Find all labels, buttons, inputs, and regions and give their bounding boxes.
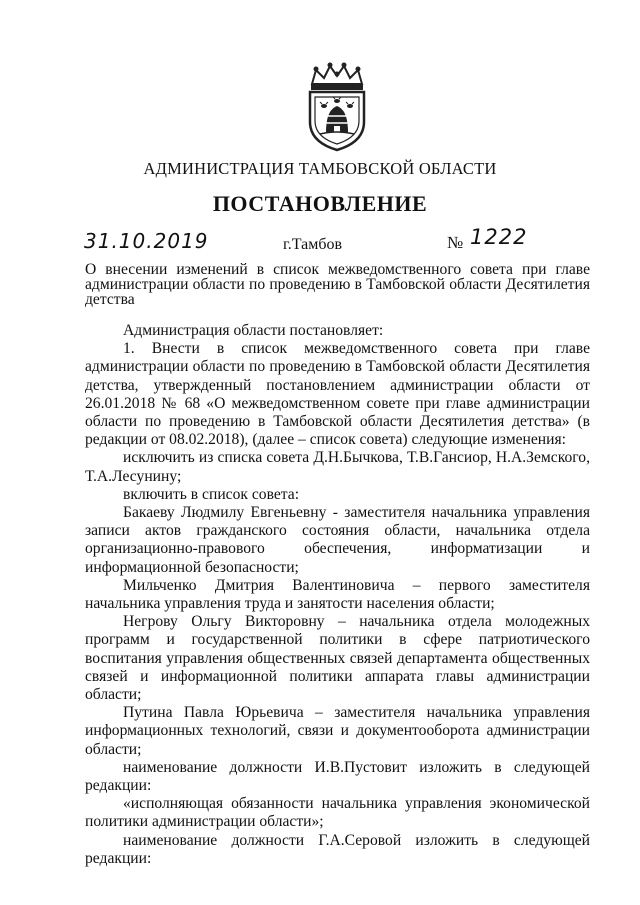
- body-paragraph: Бакаеву Людмилу Евгеньевну - заместителя начальника управления записи актов гражданского состояния области, начальника отдела организационно-правового обеспечения, информатизации и информационной безопасности;: [85, 504, 590, 576]
- body-paragraph: исключить из списка совета Д.Н.Бычкова, Т.В.Гансиор, Н.А.Земского, Т.А.Лесунину;: [85, 449, 590, 485]
- body-paragraph: Негрову Ольгу Викторовну – начальника отдела молодежных программ и государственной политики в сфере патриотического воспитания управления общественных связей департамента общественных связей и информационной политики аппарата главы администрации области;: [85, 613, 590, 704]
- body-paragraph: Мильченко Дмитрия Валентиновича – первого заместителя начальника управления труда и занятости населения области;: [85, 576, 590, 613]
- document-place: г.Тамбов: [283, 236, 343, 253]
- tambov-coat-of-arms-icon: [296, 60, 378, 152]
- body-paragraph: 1. Внести в список межведомственного совета при главе администрации области по проведению в Тамбовской области Десятилетия детства, утвержденный постановлением администрации области от 26.01.2018 № 68 «О межведомственном совете при главе администрации области по проведению в Тамбовской области Десятилетия детства» (в редакции от 08.02.2018), (далее – список совета) следующие изменения:: [85, 340, 590, 449]
- body-paragraph: Администрация области постановляет:: [123, 322, 384, 339]
- document-number-sign: №: [447, 233, 464, 252]
- body-paragraph: наименование должности И.В.Пустовит изложить в следующей редакции:: [85, 758, 590, 795]
- document-subject: О внесении изменений в список межведомственного совета при главе администрации области по проведению в Тамбовской области Десятилетия детства: [85, 261, 590, 308]
- body-paragraph: наименование должности Г.А.Серовой изложить в следующей редакции:: [85, 831, 590, 867]
- body-paragraph: «исполняющая обязанности начальника управления экономической политики администрации области»;: [85, 795, 590, 831]
- document-date: 31.10.2019: [84, 229, 209, 253]
- document-number: 1222: [470, 225, 528, 249]
- document-type-title: ПОСТАНОВЛЕНИЕ: [212, 191, 428, 216]
- issuing-authority: АДМИНИСТРАЦИЯ ТАМБОВСКОЙ ОБЛАСТИ: [143, 159, 497, 178]
- body-paragraph: включить в список совета:: [123, 485, 300, 503]
- body-paragraph: Путина Павла Юрьевича – заместителя начальника управления информационных технологий, связи и документооборота администрации области;: [85, 704, 590, 758]
- document-body: [85, 322, 590, 868]
